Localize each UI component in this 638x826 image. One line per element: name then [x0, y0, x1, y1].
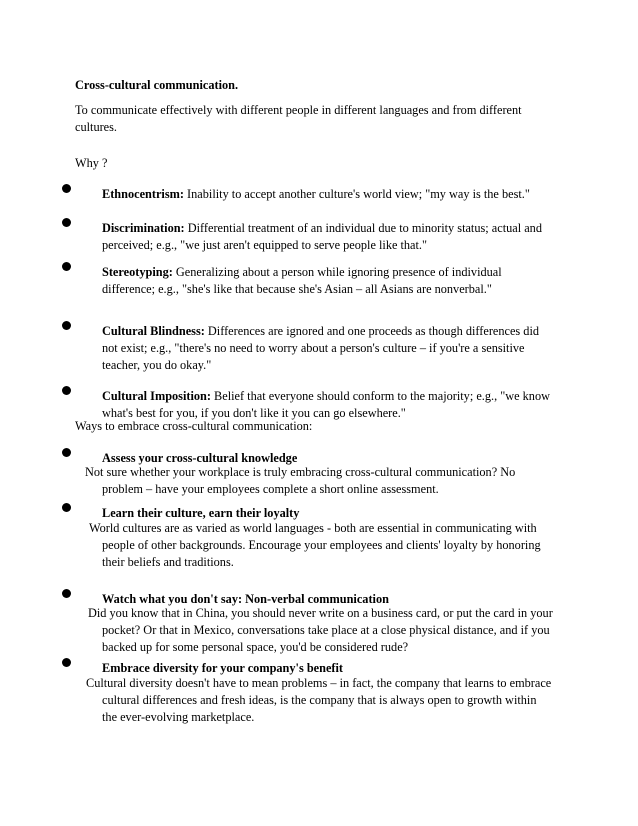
barrier-text: Differences are ignored and one proceeds as though differences did: [204, 324, 540, 338]
way-text: people of other backgrounds. Encourage your employees and clients' loyalty by honoring: [102, 538, 541, 552]
way-heading: Learn their culture, earn their loyalty: [102, 506, 300, 520]
barrier-text: difference; e.g., "she's like that because she's Asian – all Asians are nonverbal.": [102, 282, 492, 296]
barrier-item: [102, 388, 550, 405]
ways-label: Ways to embrace cross-cultural communication:: [75, 419, 313, 433]
way-text: their beliefs and traditions.: [102, 555, 234, 569]
barrier-term: Cultural Imposition:: [102, 389, 211, 403]
barrier-term: Cultural Blindness:: [102, 324, 205, 338]
barrier-text: Differential treatment of an individual due to minority status; actual and: [184, 221, 542, 235]
barrier-text: Generalizing about a person while ignoring presence of individual: [172, 265, 502, 279]
barrier-item: [102, 220, 542, 237]
intro-line: cultures.: [75, 120, 118, 134]
way-text: the ever-evolving marketplace.: [102, 710, 255, 724]
bullet-icon: [62, 386, 71, 395]
bullet-icon: [62, 218, 71, 227]
barrier-text: perceived; e.g., "we just aren't equipped to serve people like that.": [102, 238, 428, 252]
document-title: Cross-cultural communication.: [75, 78, 239, 92]
bullet-icon: [62, 503, 71, 512]
bullet-icon: [62, 184, 71, 193]
way-text: Did you know that in China, you should never write on a business card, or put the card in your: [88, 606, 553, 620]
bullet-icon: [62, 448, 71, 457]
way-text: World cultures are as varied as world languages - both are essential in communicating with: [89, 521, 537, 535]
barrier-term: Ethnocentrism:: [102, 187, 184, 201]
barrier-item: [102, 323, 539, 340]
way-text: Cultural diversity doesn't have to mean problems – in fact, the company that learns to embrace: [86, 676, 552, 690]
bullet-icon: [62, 321, 71, 330]
why-label: Why ?: [75, 156, 108, 170]
way-text: problem – have your employees complete a short online assessment.: [102, 482, 439, 496]
barrier-text: Inability to accept another culture's world view; "my way is the best.": [183, 187, 530, 201]
bullet-icon: [62, 658, 71, 667]
bullet-icon: [62, 589, 71, 598]
barrier-text: Belief that everyone should conform to the majority; e.g., "we know: [210, 389, 550, 403]
barrier-item: [102, 186, 530, 203]
barrier-text: teacher, you do okay.": [102, 358, 212, 372]
way-text: cultural differences and fresh ideas, is the company that is always open to growth within: [102, 693, 537, 707]
barrier-term: Stereotyping:: [102, 265, 173, 279]
barrier-text: what's best for you, if you don't like it you can go elsewhere.": [102, 406, 406, 420]
bullet-icon: [62, 262, 71, 271]
barrier-item: [102, 264, 502, 281]
way-text: backed up for some personal space, you'd be considered rude?: [102, 640, 409, 654]
way-text: pocket? Or that in Mexico, conversations take place at a close physical distance, and if you: [102, 623, 550, 637]
way-heading: Assess your cross-cultural knowledge: [102, 451, 298, 465]
barrier-term: Discrimination:: [102, 221, 185, 235]
way-heading: Embrace diversity for your company's benefit: [102, 661, 344, 675]
way-text: Not sure whether your workplace is truly embracing cross-cultural communication? No: [85, 465, 516, 479]
intro-line: To communicate effectively with different people in different languages and from different: [75, 103, 522, 117]
barrier-text: not exist; e.g., "there's no need to worry about a person's culture – if you're a sensitive: [102, 341, 525, 355]
way-heading: Watch what you don't say: Non-verbal communication: [102, 592, 389, 606]
